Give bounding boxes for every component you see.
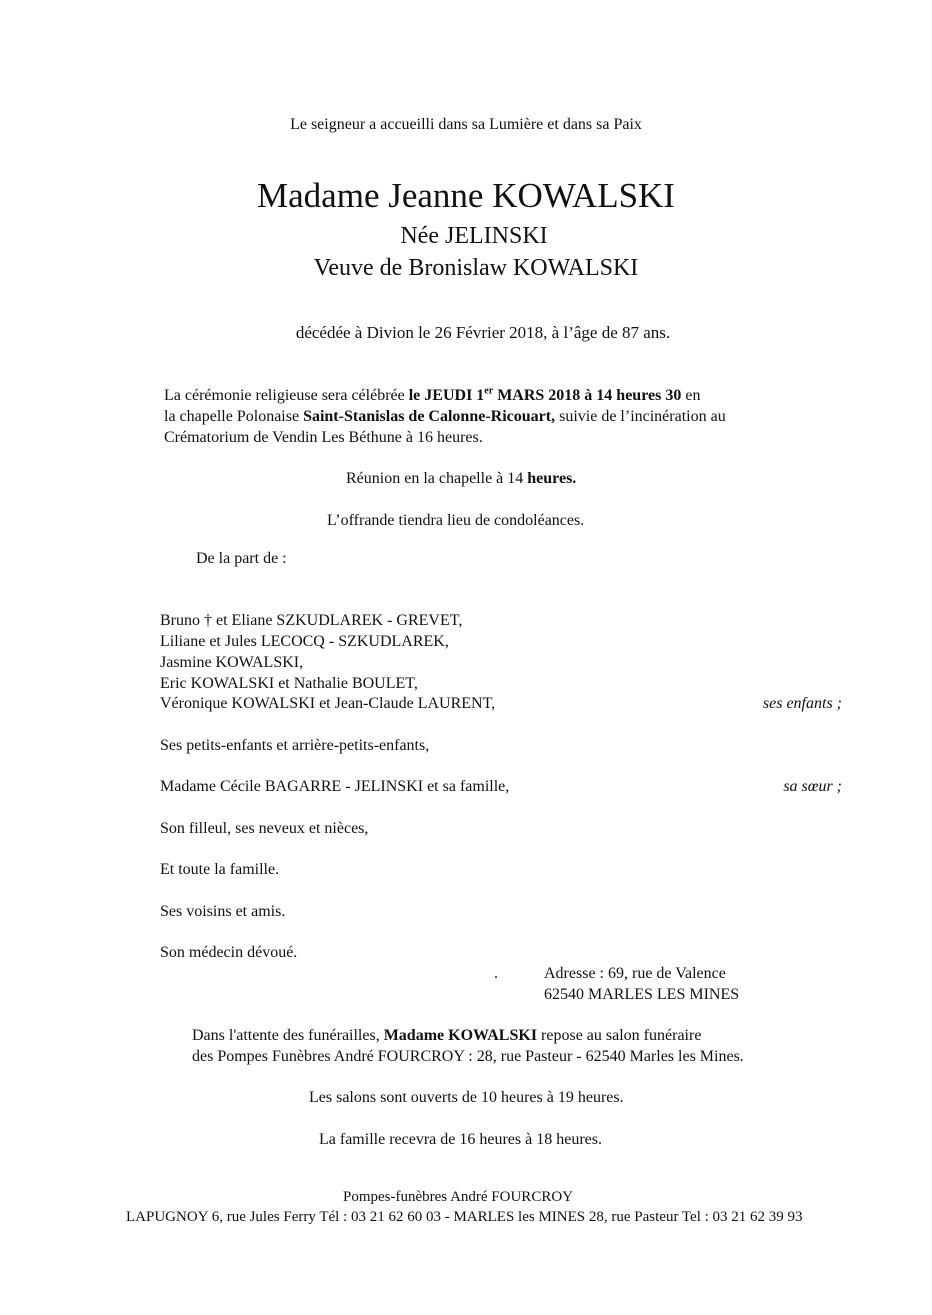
address-line-1: Adresse : 69, rue de Valence [544, 965, 726, 982]
address-dot: . [494, 965, 498, 982]
funeral-line-2: des Pompes Funèbres André FOURCROY : 28, rue Pasteur - 62540 Marles les Mines. [192, 1048, 744, 1065]
sister: Madame Cécile BAGARRE - JELINSKI et sa famille, [160, 778, 510, 795]
sister-role: sa sœur ; [783, 778, 842, 795]
reunion-line: Réunion en la chapelle à 14 heures. [346, 470, 577, 487]
deceased-name: Madame Jeanne KOWALSKI [257, 176, 675, 215]
on-behalf-of: De la part de : [196, 550, 287, 567]
neighbours: Ses voisins et amis. [160, 903, 286, 920]
whole-family: Et toute la famille. [160, 861, 280, 878]
grandchildren: Ses petits-enfants et arrière-petits-enfants, [160, 737, 430, 754]
widow-of: Veuve de Bronislaw KOWALSKI [313, 255, 639, 281]
footer-company: Pompes-funèbres André FOURCROY [343, 1189, 573, 1205]
godson-line: Son filleul, ses neveux et nièces, [160, 820, 369, 837]
child-5: Véronique KOWALSKI et Jean-Claude LAURENT, [160, 695, 496, 712]
address-line-2: 62540 MARLES LES MINES [544, 986, 740, 1003]
family-hours: La famille recevra de 16 heures à 18 heures. [319, 1131, 602, 1148]
funeral-line-1: Dans l'attente des funérailles, Madame KOWALSKI repose au salon funéraire [192, 1027, 702, 1044]
children-role: ses enfants ; [762, 695, 842, 712]
child-3: Jasmine KOWALSKI, [160, 654, 304, 671]
maiden-name: Née JELINSKI [400, 223, 548, 249]
salon-hours: Les salons sont ouverts de 10 heures à 19 heures. [309, 1089, 624, 1106]
offering-line: L’offrande tiendra lieu de condoléances. [327, 512, 585, 529]
ceremony-line-3: Crématorium de Vendin Les Béthune à 16 heures. [164, 429, 483, 446]
child-1: Bruno † et Eliane SZKUDLAREK - GREVET, [160, 612, 463, 629]
doctor: Son médecin dévoué. [160, 944, 298, 961]
intro-line: Le seigneur a accueilli dans sa Lumière et dans sa Paix [290, 116, 642, 133]
ceremony-line-1: La cérémonie religieuse sera célébrée le JEUDI 1er MARS 2018 à 14 heures 30 en [164, 385, 701, 404]
ceremony-line-2: la chapelle Polonaise Saint-Stanislas de Calonne-Ricouart, suivie de l’incinération au [164, 408, 726, 425]
child-4: Eric KOWALSKI et Nathalie BOULET, [160, 675, 418, 692]
child-2: Liliane et Jules LECOCQ - SZKUDLAREK, [160, 633, 449, 650]
footer-addresses: LAPUGNOY 6, rue Jules Ferry Tél : 03 21 62 60 03 - MARLES les MINES 28, rue Pasteur Tel : 03 21 62 39 93 [126, 1209, 803, 1225]
death-notice: décédée à Divion le 26 Février 2018, à l’âge de 87 ans. [295, 323, 671, 342]
